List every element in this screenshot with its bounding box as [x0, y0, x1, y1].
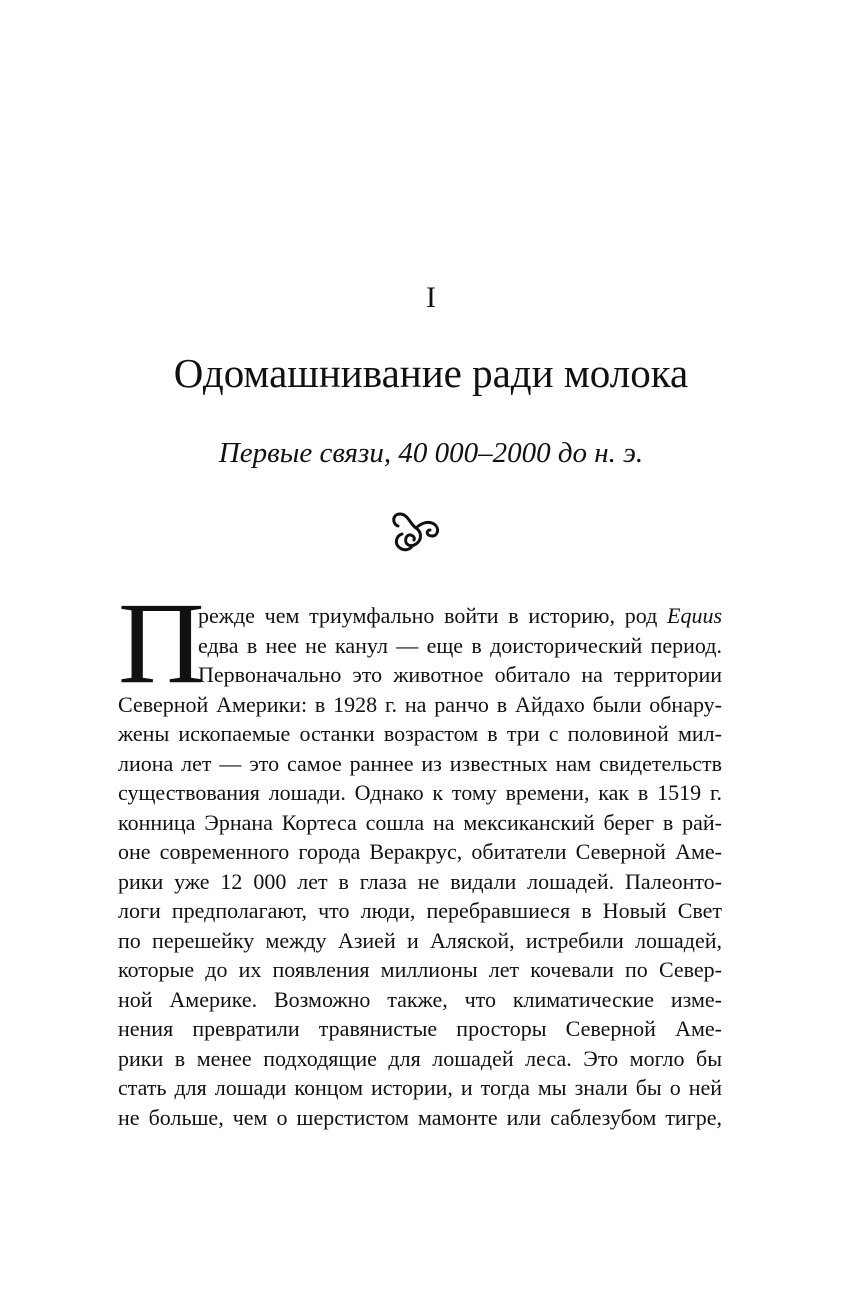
paragraph-line: рики уже 12 000 лет в глаза не видали лошадей. Палеонто-	[118, 868, 722, 894]
paragraph-line: жены ископаемые останки возрастом в три с половиной мил-	[118, 721, 722, 746]
genus-name-text: Equus	[667, 603, 722, 628]
paragraph-line: рики в менее подходящие для лошадей леса. Это могло бы	[118, 1045, 722, 1071]
paragraph-line	[198, 631, 722, 661]
paragraph-line: нения превратили травянистые просторы Северной Аме-	[118, 1016, 722, 1041]
paragraph-line: существования лошади. Однако к тому времени, как в 1519 г.	[118, 780, 722, 805]
chapter-number: I	[426, 281, 436, 314]
paragraph-line: по перешейку между Азией и Аляской, истребили лошадей,	[118, 927, 722, 953]
swirl-ornament-icon	[386, 506, 446, 558]
drop-cap	[118, 578, 205, 708]
paragraph-line: стать для лошади концом истории, и тогда мы знали бы о ней	[118, 1075, 722, 1100]
chapter-title: Одомашнивание ради молока	[173, 350, 689, 396]
paragraph-line: конница Эрнана Кортеса сошла на мексиканский берег в рай-	[118, 809, 722, 835]
paragraph-line: которые до их появления миллионы лет кочевали по Север-	[118, 957, 722, 982]
paragraph-line: не больше, чем о шерстистом мамонте или саблезубом тигре,	[118, 1104, 722, 1130]
paragraph-line-text: Первоначально это животное обитало на территории	[198, 662, 722, 687]
paragraph-line	[198, 601, 722, 631]
paragraph-line: Северной Америки: в 1928 г. на ранчо в Айдахо были обнару-	[118, 691, 722, 717]
drop-cap-letter: П	[118, 578, 205, 708]
paragraph-indented-lines	[198, 601, 722, 690]
paragraph-line	[198, 660, 722, 690]
paragraph-line: оне современного города Веракрус, обитатели Северной Аме-	[118, 839, 722, 864]
paragraph-line: ной Америке. Возможно также, что климатические изме-	[118, 986, 722, 1012]
chapter-subtitle: Первые связи, 40 000–2000 до н. э.	[218, 437, 644, 469]
paragraph-line-text: едва в нее не канул — еще в доисторический период.	[198, 632, 722, 658]
paragraph-line: логи предполагают, что люди, перебравшиеся в Новый Свет	[118, 898, 722, 923]
paragraph-line: лиона лет — это самое раннее из известных нам свидетельств	[118, 750, 722, 776]
paragraph-full-lines	[118, 690, 722, 1133]
paragraph-line-text: режде чем триумфально войти в историю, род	[198, 603, 667, 628]
